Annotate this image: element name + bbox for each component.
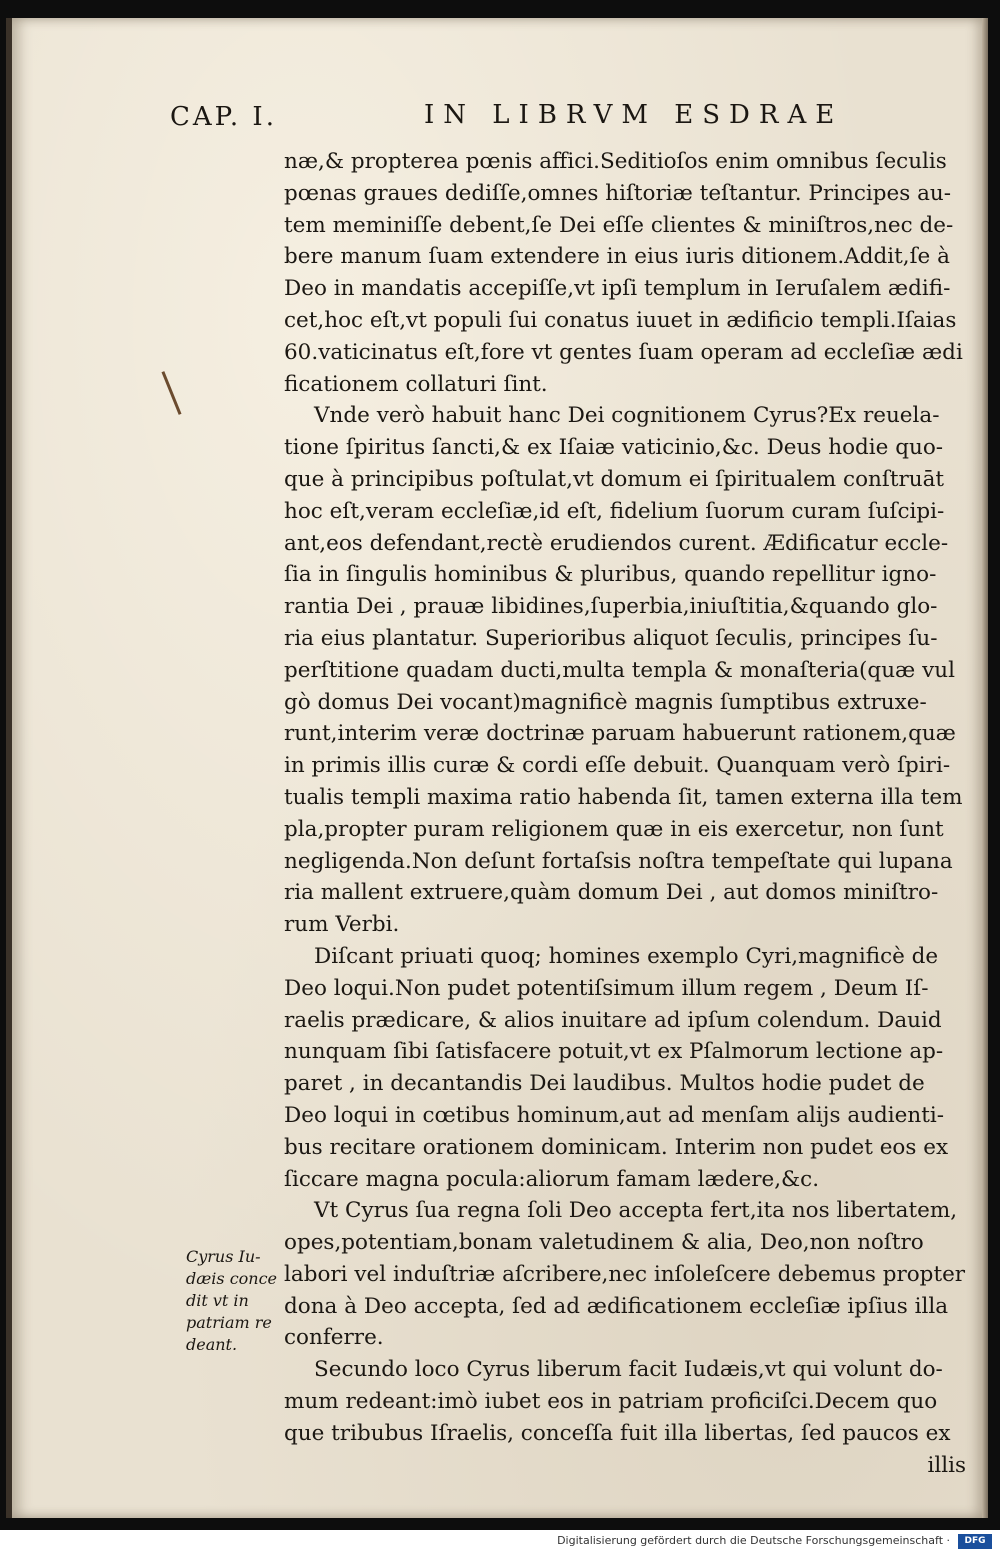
margin-note-line: dæis conce bbox=[186, 1269, 278, 1288]
text-line: pœnas graues dediſſe,omnes hiſtoriæ teſtantur. Principes au- bbox=[284, 180, 952, 206]
text-line: Diſcant priuati quoq; homines exemplo Cyri,magnificè de bbox=[314, 943, 939, 969]
text-line: ficationem collaturi ſint. bbox=[284, 371, 548, 397]
book-page bbox=[12, 18, 982, 1518]
text-line: raelis prædicare, & alios inuitare ad ipſum colendum. Dauid bbox=[284, 1007, 942, 1033]
text-line: bus recitare orationem dominicam. Interim non pudet eos ex bbox=[284, 1134, 949, 1160]
text-line: næ,& propterea pœnis affici.Seditioſos enim omnibus ſeculis bbox=[284, 149, 947, 174]
text-line: tione ſpiritus ſancti,& ex Iſaiæ vaticinio,&c. Deus hodie quo- bbox=[284, 435, 944, 461]
text-line: negligenda.Non deſunt fortaſsis noſtra tempeſtate qui lupana bbox=[284, 848, 953, 874]
text-line: in primis illis curæ & cordi eſſe debuit. Quanquam verò ſpiri- bbox=[284, 753, 951, 779]
margin-note-line: dit vt in bbox=[186, 1291, 249, 1310]
footer-bar bbox=[0, 1531, 1000, 1553]
body-text bbox=[284, 146, 974, 1481]
text-line: ſiccare magna pocula:aliorum famam lædere,&c. bbox=[284, 1166, 820, 1192]
chapter-label: CAP. I. bbox=[170, 102, 277, 132]
page-right-edge bbox=[982, 18, 988, 1518]
text-line: ria mallent extruere,quàm domum Dei , aut domos miniſtro- bbox=[284, 880, 939, 906]
margin-note-line: deant. bbox=[186, 1335, 238, 1354]
text-line: Vnde verò habuit hanc Dei cognitionem Cyrus?Ex reuela- bbox=[314, 403, 940, 429]
text-line: perſtitione quadam ducti,multa templa & monaſteria(quæ vul bbox=[284, 657, 955, 683]
running-head bbox=[12, 102, 982, 142]
text-line: gò domus Dei vocant)magnificè magnis ſumptibus extruxe- bbox=[284, 689, 927, 715]
text-line: opes,potentiam,bonam valetudinem & alia, Deo,non noſtro bbox=[284, 1230, 924, 1256]
text-line: hoc eſt,veram eccleſiæ,id eſt, fidelium ſuorum curam ſuſcipi- bbox=[284, 498, 945, 524]
text-line: tualis templi maxima ratio habenda ſit, tamen externa illa tem bbox=[284, 784, 963, 810]
text-line: nunquam ſibi ſatisfacere potuit,vt ex Pſalmorum lectione ap- bbox=[284, 1039, 944, 1065]
catchword: illis bbox=[927, 1452, 966, 1478]
text-line: rum Verbi. bbox=[284, 912, 400, 938]
funding-credit: Digitalisierung gefördert durch die Deutsche Forschungsgemeinschaft · bbox=[557, 1534, 950, 1547]
margin-note bbox=[186, 1246, 296, 1356]
text-line: ſia in ſingulis hominibus & pluribus, quando repellitur igno- bbox=[284, 562, 937, 588]
text-line: tem meminiſſe debent,ſe Dei eſſe clientes & miniſtros,nec de- bbox=[284, 212, 954, 238]
text-line: ant,eos defendant,rectè erudiendos curent. Ædificatur eccle- bbox=[284, 530, 949, 556]
text-line: labori vel induſtriæ aſcribere,nec inſoleſcere debemus propter bbox=[284, 1261, 966, 1287]
text-line: Deo loqui.Non pudet potentiſsimum illum regem , Deum Iſ- bbox=[284, 975, 929, 1001]
text-line: pla,propter puram religionem quæ in eis exercetur, non ſunt bbox=[284, 816, 944, 842]
text-line: Secundo loco Cyrus liberum facit Iudæis,vt qui volunt do- bbox=[314, 1357, 943, 1383]
text-line: conferre. bbox=[284, 1325, 384, 1351]
text-line: Deo in mandatis accepiſſe,vt ipſi templum in Ieruſalem ædifi- bbox=[284, 276, 951, 302]
text-line: que tribubus Iſraelis, conceſſa fuit illa libertas, ſed paucos ex bbox=[284, 1420, 951, 1446]
text-line: rantia Dei , prauæ libidines,ſuperbia,iniuſtitia,&quando glo- bbox=[284, 594, 938, 620]
text-line: 60.vaticinatus eſt,fore vt gentes ſuam operam ad eccleſiæ ædi bbox=[284, 339, 963, 365]
text-line: que à principibus poſtulat,vt domum ei ſpiritualem conſtruāt bbox=[284, 466, 945, 492]
text-line: cet,hoc eſt,vt populi ſui conatus iuuet in ædificio templi.Iſaias bbox=[284, 307, 957, 333]
stray-ink-mark bbox=[161, 371, 181, 415]
text-line: ria eius plantatur. Superioribus aliquot ſeculis, principes ſu- bbox=[284, 625, 938, 651]
text-line: Deo loqui in cœtibus hominum,aut ad menſam alijs audienti- bbox=[284, 1102, 944, 1128]
text-line: paret , in decantandis Dei laudibus. Multos hodie pudet de bbox=[284, 1071, 925, 1097]
text-line: mum redeant:imò iubet eos in patriam proficiſci.Decem quo bbox=[284, 1389, 938, 1415]
margin-note-line: patriam re bbox=[186, 1313, 272, 1332]
running-title: IN LIBRVM ESDRAE bbox=[424, 100, 844, 130]
text-line: dona à Deo accepta, ſed ad ædificationem eccleſiæ ipſius illa bbox=[284, 1293, 949, 1319]
text-line: Vt Cyrus ſua regna ſoli Deo accepta fert,ita nos libertatem, bbox=[314, 1198, 958, 1224]
dfg-logo: DFG bbox=[958, 1534, 992, 1549]
margin-note-line: Cyrus Iu- bbox=[186, 1247, 261, 1266]
text-line: bere manum ſuam extendere in eius iuris ditionem.Addit,ſe à bbox=[284, 244, 950, 270]
text-line: runt,interim veræ doctrinæ paruam habuerunt rationem,quæ bbox=[284, 721, 956, 747]
